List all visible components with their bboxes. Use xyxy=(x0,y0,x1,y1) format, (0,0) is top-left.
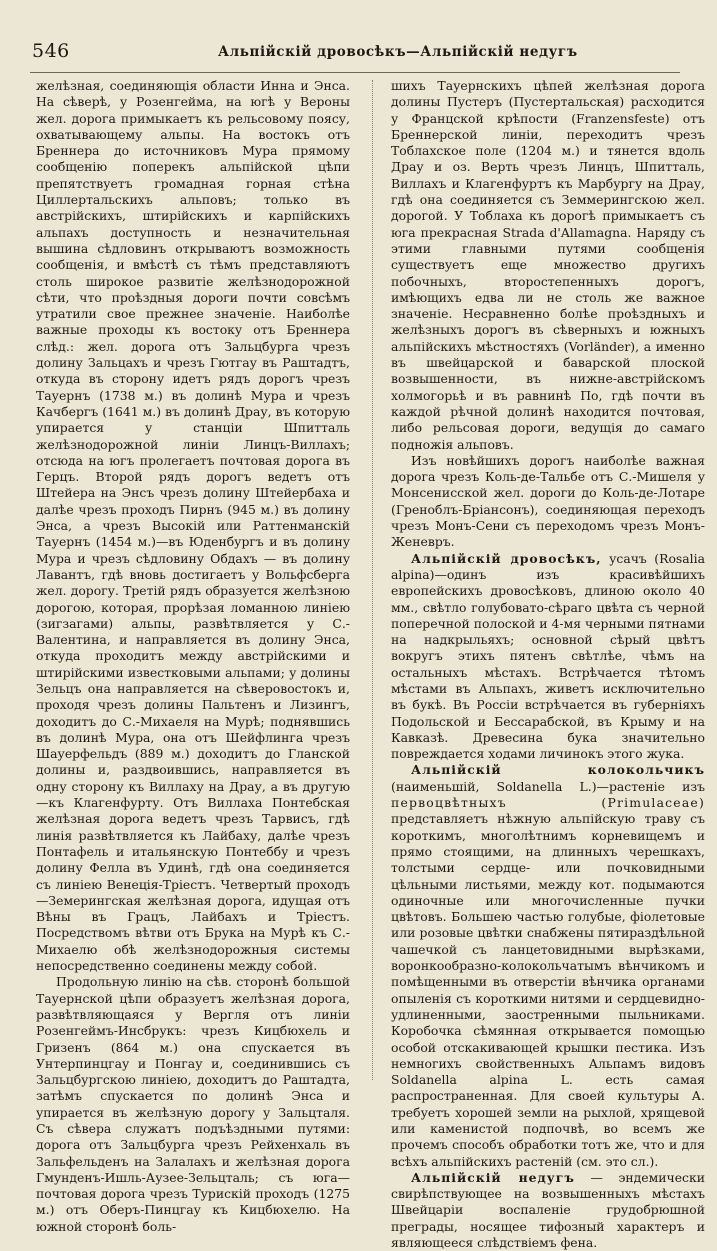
left-paragraph-1: желѣзная, соединяющія области Инна и Энса. На сѣверѣ, у Розенгейма, на югѣ у Вероны жел. дорога примыкаетъ къ рельсовому поясу, охватывающему альпы. На востокъ отъ Бреннера до источниковъ Мура прямому сообщенію поперекъ альпійской цѣпи препятствуетъ громадная горная стѣна Циллертальскихъ альповъ; только въ австрійскихъ, штирійскихъ и карпійскихъ альпахъ доступность и незначительная вышина сѣдловинъ открываютъ возможность сообщенія, и вмѣстѣ съ тѣмъ представляютъ столь широкое развитіе желѣзнодорожной сѣти, что проѣздныя дороги почти совсѣмъ утратили свое прежнее значеніе. Наиболѣе важные проходы къ востоку отъ Бреннера слѣд.: жел. дорога отъ Зальцбурга чрезъ долину Зальцахъ и чрезъ Гютгау въ Раштадтъ, откуда въ сторону идетъ рядъ дорогъ чрезъ Тауернъ (1738 м.) въ долинѣ Мура и чрезъ Качбергъ (1641 м.) въ долинѣ Драу, въ которую упирается у станціи Шпитталь желѣзнодорожной линіи Линцъ-Виллахъ; отсюда на югъ пролегаетъ почтовая дорога въ Герцъ. Второй рядъ дорогъ ведетъ отъ Штейера на Энсъ чрезъ долину Штейербаха и далѣе чрезъ проходъ Пирнъ (945 м.) въ долину Энса, а чрезъ Высокій или Раттенманскій Тауернъ (1454 м.)—въ Юденбургъ и въ долину Мура и чрезъ сѣдловину Обдахъ — въ долину Лавантъ, гдѣ вновь достигаетъ у Вольфсберга жел. дорогу. Третій рядъ образуется желѣзною дорогою, которая, прорѣзая ломанною линіею (зигзагами) альпы, развѣтвляется у С.-Валентина, и направляется въ долину Энса, откуда проходитъ между австрійскими и штирійскими известковыми альпами; у долины Зельцъ она направляется на сѣверовостокъ и, проходя чрезъ долины Пальтенъ и Лизингъ, доходитъ до С.-Михаеля на Мурѣ; поднявшись въ долинѣ Мура, она отъ Шейфлинга чрезъ Шауерфельдъ (889 м.) доходитъ до Гланской долины и, раздвоившись, направляется въ одну сторону къ Виллаху на Драу, а въ другую—къ Клагенфурту. Отъ Виллаха Понтебская желѣзная дорога ведетъ чрезъ Тарвисъ, гдѣ линія развѣтвляется къ Лайбаху, далѣе чрезъ Понтафель и итальянскую Понтеббу и чрезъ долину Фелла въ Удинѣ, гдѣ она соединяется съ линіею Венеція-Тріестъ. Четвертый проходъ—Земерингская желѣзная дорога, идущая отъ Вѣны въ Грацъ, Лайбахъ и Тріестъ. Посредствомъ вѣтви отъ Брука на Мурѣ къ С.-Михаелю обѣ желѣзнодорожныя системы непосредственно соединены между собой. xyxy=(36,78,350,974)
left-column xyxy=(36,78,350,1234)
right-paragraph-2: Изъ новѣйшихъ дорогъ наиболѣе важная дорога чрезъ Коль-де-Тальбе отъ С.-Мишеля у Монсенисской жел. дороги до Коль-де-Лотаре (Греноблъ-Бріансонъ), соединяющая переходъ чрезъ Монъ-Сени съ переходомъ чрезъ Монъ-Женевръ. xyxy=(391,452,705,550)
header-rule xyxy=(30,72,680,73)
entry-alpine-disease xyxy=(391,1170,705,1251)
entry-text-alpine-bell-b: представляетъ нѣжную альпійскую траву съ короткимъ, многолѣтнимъ корневищемъ и прямо стоящими, на длинныхъ черешкахъ, толстыми сердце- или почковидными цѣльными листьями, между кот. подымаются одиночные или многочисленные пучки цвѣтовъ. Большею частью голубые, фіолетовые или розовые цвѣтки снабжены пятираздѣльной чашечкой съ ланцетовидными вырѣзками, воронкообразно-колокольчатымъ вѣнчикомъ и помѣщенными въ отверстіи вѣнчика органами опыленія съ короткими нитями и сердцевидно-удлиненными, заостренными пыльниками. Коробочка сѣмянная открывается помощью особой отскакивающей крышки пестика. Изъ немногихъ свойственныхъ Альпамъ видовъ Soldanella alpina L. есть самая распространенная. Для своей культуры А. требуетъ хорошей земли на рыхлой, хрящевой или каменистой подпочвѣ, во всемъ же прочемъ способъ обработки тотъ же, что и для всѣхъ альпійскихъ растеній (см. это сл.). xyxy=(391,811,705,1169)
entry-term-alpine-bell: Альпійскій колокольчикъ xyxy=(411,762,705,778)
page-header xyxy=(0,38,717,68)
right-column xyxy=(391,78,705,1251)
entry-text-alpine-beetle: усачъ (Rosalia alpina)—одинъ изъ красивѣйшихъ европейскихъ дровосѣковъ, длиною около 40 мм., свѣтло голубовато-сѣраго цвѣта съ черной поперечной полоской и 4-мя черными пятнами на надкрыльяхъ; основной сѣрый цвѣтъ вокругъ этихъ пятенъ свѣтлѣе, чѣмъ на остальныхъ мѣстахъ. Встрѣчается тѣтомъ мѣстами въ Альпахъ, живетъ исключительно въ букѣ. Въ Россіи встрѣчается въ губерніяхъ Подольской и Бессарабской, въ Крыму и на Кавказѣ. Древесина бука значительно повреждается ходами личинокъ этого жука. xyxy=(391,550,705,762)
right-paragraph-1: шихъ Тауернскихъ цѣпей желѣзная дорога долины Пустеръ (Пустертальская) расходится у Францской крѣпости (Franzensfeste) отъ Бреннерской линіи, переходитъ чрезъ Тоблахское поле (1204 м.) и тянется вдоль Драу и оз. Верть чрезъ Линцъ, Шпитталь, Виллахъ и Клагенфуртъ къ Марбургу на Драу, гдѣ она соединяется съ Земмерингскою жел. дорогой. У Тоблаха къ дорогѣ примыкаетъ съ юга прекрасная Strada d'Allamagna. Наряду съ этими главными путями сообщенія существуетъ еще множество другихъ побочныхъ, второстепенныхъ дорогъ, имѣющихъ едва ли не столь же важное значеніе. Несравненно болѣе проѣздныхъ и желѣзныхъ дорогъ въ сѣверныхъ и южныхъ альпійскихъ мѣстностяхъ (Vorländer), а именно въ швейцарской и баварской плоской возвышенности, въ нижне-австрійскомъ холмогорьѣ и въ равнинѣ По, гдѣ почти въ каждой рѣчной долинѣ находится почтовая, либо рельсовая дороги, ведущія до самаго подножія альповъ. xyxy=(391,78,705,452)
running-title: Альпійскій дровосѣкъ—Альпійскій недугъ xyxy=(218,44,578,60)
entry-text-alpine-bell-a: (наименьшій, Soldanella L.)—растеніе изъ xyxy=(391,778,705,794)
entry-term-alpine-beetle: Альпійскій дровосѣкъ, xyxy=(411,550,602,566)
entry-text-alpine-bell-family: первоцвѣтныхъ (Primulaceae) xyxy=(391,795,705,811)
entry-alpine-beetle xyxy=(391,551,705,763)
entry-term-alpine-disease: Альпійскій недугъ xyxy=(411,1169,575,1185)
left-paragraph-2: Продольную линію на сѣв. сторонѣ большой Тауернской цѣпи образуетъ желѣзная дорога, развѣтвляющаяся у Вергля отъ линіи Розенгеймъ-Инсбрукъ: чрезъ Кицбюхель и Гризенъ (864 м.) она спускается въ Унтерпинцгау и Понгау и, соединившись съ Зальцбургскою линіею, доходитъ до Раштадта, затѣмъ спускается по долинѣ Энса и упирается въ желѣзную дорогу у Зальцталя. Съ сѣвера служатъ подъѣздными путями: дорога отъ Зальцбурга чрезъ Рейхенхаль въ Зальфельденъ на Залалахъ и желѣзная дорога Гмунденъ-Ишль-Аузее-Зельцталь; съ юга—почтовая дорога чрезъ Турискій проходъ (1275 м.) отъ Оберъ-Пинцгау къ Кицбюхелю. На южной сторонѣ боль- xyxy=(36,974,350,1234)
page-number: 546 xyxy=(32,40,70,62)
entry-alpine-bell xyxy=(391,762,705,1169)
column-divider xyxy=(372,80,374,1080)
entry-text-alpine-disease: — эндемически свирѣпствующее на возвышенныхъ мѣстахъ Швейцаріи воспаленіе грудобрюшной преграды, носящее тифозный характеръ и являющееся слѣдствіемъ фена. xyxy=(391,1169,705,1251)
